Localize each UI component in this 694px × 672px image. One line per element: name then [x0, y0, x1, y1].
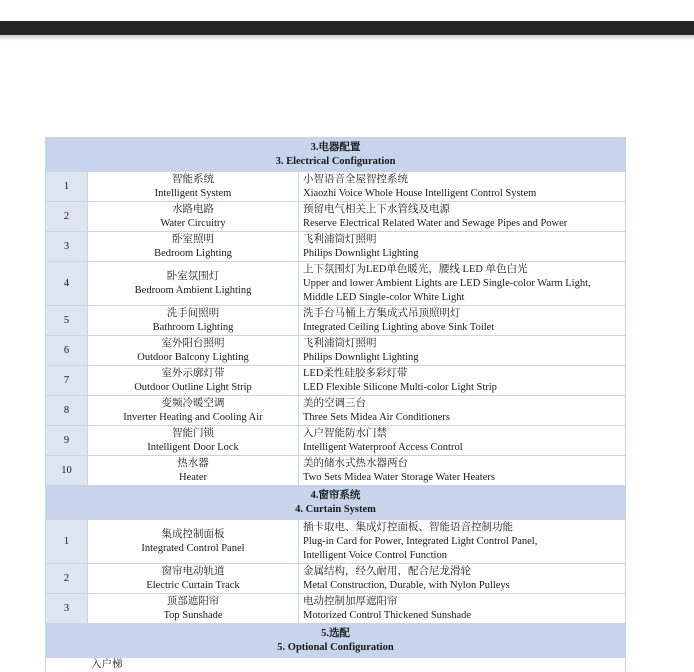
table-row	[46, 172, 626, 202]
description-cell	[299, 426, 626, 456]
table-row	[46, 336, 626, 366]
item-cell	[88, 396, 299, 426]
section-title-en: 5. Optional Configuration	[46, 641, 625, 655]
table-row	[46, 594, 626, 624]
item-name-cn: 卧室氛围灯	[88, 270, 298, 284]
item-name-cn: 窗帘电动轨道	[88, 565, 298, 579]
description-line: Metal Construction, Durable, with Nylon Pulleys	[303, 579, 625, 593]
description-cell	[299, 262, 626, 306]
description-cell	[299, 366, 626, 396]
description-cell	[299, 306, 626, 336]
description-cell	[299, 456, 626, 486]
item-cell	[88, 520, 299, 564]
table-row	[46, 202, 626, 232]
item-name-en: Inverter Heating and Cooling Air	[88, 411, 298, 425]
item-cell	[88, 336, 299, 366]
section-header-row	[46, 138, 626, 172]
item-cell	[88, 366, 299, 396]
table-row	[46, 306, 626, 336]
item-cell	[88, 456, 299, 486]
table-row	[46, 426, 626, 456]
description-cell	[299, 594, 626, 624]
row-number: 5	[46, 306, 88, 336]
description-line: Reserve Electrical Related Water and Sewage Pipes and Power	[303, 217, 625, 231]
description-cell	[299, 232, 626, 262]
table-row	[46, 520, 626, 564]
description-line: Three Sets Midea Air Conditioners	[303, 411, 625, 425]
description-cell	[299, 520, 626, 564]
item-cell	[88, 594, 299, 624]
description-line: Intelligent Waterproof Access Control	[303, 441, 625, 455]
row-number: 2	[46, 564, 88, 594]
row-number: 1	[46, 520, 88, 564]
section-header-cell	[46, 486, 626, 520]
configuration-table	[45, 137, 626, 672]
description-line: 上下氛围灯为LED单色暖光，腰线 LED 单色白光	[303, 263, 625, 277]
item-name-cn: 顶部遮阳帘	[88, 595, 298, 609]
description-line: Middle LED Single-color White Light	[303, 291, 625, 305]
description-line: Plug-in Card for Power, Integrated Light Control Panel,	[303, 535, 625, 549]
description-cell	[299, 396, 626, 426]
section-title-cn: 3.电器配置	[46, 141, 625, 155]
row-number: 7	[46, 366, 88, 396]
description-cell	[299, 202, 626, 232]
section-header-row	[46, 624, 626, 658]
section-title-en: 3. Electrical Configuration	[46, 155, 625, 169]
item-name-cn: 热水器	[88, 457, 298, 471]
section-header-cell	[46, 138, 626, 172]
description-line: 小智语音全屋智控系统	[303, 173, 625, 187]
description-cell	[299, 336, 626, 366]
item-name-en: Top Sunshade	[88, 609, 298, 623]
partial-row-text: 入户梯	[46, 658, 625, 672]
description-line: Integrated Ceiling Lighting above Sink Toilet	[303, 321, 625, 335]
item-name-en: Water Circuitry	[88, 217, 298, 231]
item-cell	[88, 426, 299, 456]
row-number: 3	[46, 232, 88, 262]
description-line: Two Sets Midea Water Storage Water Heaters	[303, 471, 625, 485]
item-name-cn: 室外阳台照明	[88, 337, 298, 351]
item-name-cn: 集成控制面板	[88, 528, 298, 542]
row-number: 3	[46, 594, 88, 624]
description-line: 美的储水式热水器两台	[303, 457, 625, 471]
description-line: Philips Downlight Lighting	[303, 247, 625, 261]
item-name-en: Heater	[88, 471, 298, 485]
row-number: 1	[46, 172, 88, 202]
item-name-en: Integrated Control Panel	[88, 542, 298, 556]
row-number: 2	[46, 202, 88, 232]
top-bar-shadow	[0, 35, 694, 41]
description-line: Xiaozhi Voice Whole House Intelligent Control System	[303, 187, 625, 201]
item-name-en: Bathroom Lighting	[88, 321, 298, 335]
description-line: 插卡取电、集成灯控面板、智能语音控制功能	[303, 521, 625, 535]
description-cell	[299, 564, 626, 594]
row-number: 10	[46, 456, 88, 486]
table-row-partial	[46, 658, 626, 672]
description-line: Motorized Control Thickened Sunshade	[303, 609, 625, 623]
item-name-cn: 智能门锁	[88, 427, 298, 441]
item-name-cn: 卧室照明	[88, 233, 298, 247]
configuration-table-body	[46, 138, 626, 672]
table-row	[46, 232, 626, 262]
item-name-cn: 洗手间照明	[88, 307, 298, 321]
description-cell	[299, 172, 626, 202]
item-cell	[88, 262, 299, 306]
section-title-cn: 4.窗帘系统	[46, 489, 625, 503]
table-row	[46, 262, 626, 306]
item-name-en: Outdoor Balcony Lighting	[88, 351, 298, 365]
item-name-cn: 智能系统	[88, 173, 298, 187]
item-name-en: Intelligent Door Lock	[88, 441, 298, 455]
item-cell	[88, 172, 299, 202]
description-line: 飞利浦筒灯照明	[303, 233, 625, 247]
table-row	[46, 396, 626, 426]
table-row	[46, 564, 626, 594]
description-line: 洗手台马桶上方集成式吊顶照明灯	[303, 307, 625, 321]
item-cell	[88, 202, 299, 232]
description-line: 美的空调三台	[303, 397, 625, 411]
item-cell	[88, 232, 299, 262]
item-name-cn: 变频冷暖空调	[88, 397, 298, 411]
row-number: 4	[46, 262, 88, 306]
description-line: 预留电气相关上下水管线及电源	[303, 203, 625, 217]
description-line: Philips Downlight Lighting	[303, 351, 625, 365]
item-name-en: Intelligent System	[88, 187, 298, 201]
row-number: 9	[46, 426, 88, 456]
section-title-en: 4. Curtain System	[46, 503, 625, 517]
table-row	[46, 456, 626, 486]
row-number: 8	[46, 396, 88, 426]
description-line: 电动控制加厚遮阳帘	[303, 595, 625, 609]
item-name-cn: 室外示廓灯带	[88, 367, 298, 381]
item-name-en: Bedroom Lighting	[88, 247, 298, 261]
table-row	[46, 366, 626, 396]
row-number: 6	[46, 336, 88, 366]
description-line: LED Flexible Silicone Multi-color Light Strip	[303, 381, 625, 395]
section-title-cn: 5.选配	[46, 627, 625, 641]
item-cell	[88, 306, 299, 336]
top-dark-bar	[0, 21, 694, 35]
partial-cell	[46, 658, 626, 672]
description-line: 入户智能防水门禁	[303, 427, 625, 441]
item-cell	[88, 564, 299, 594]
description-line: LED柔性硅胶多彩灯带	[303, 367, 625, 381]
item-name-en: Electric Curtain Track	[88, 579, 298, 593]
section-header-cell	[46, 624, 626, 658]
description-line: Intelligent Voice Control Function	[303, 549, 625, 563]
description-line: Upper and lower Ambient Lights are LED Single-color Warm Light,	[303, 277, 625, 291]
section-header-row	[46, 486, 626, 520]
description-line: 金属结构，经久耐用，配合尼龙滑轮	[303, 565, 625, 579]
description-line: 飞利浦筒灯照明	[303, 337, 625, 351]
item-name-cn: 水路电路	[88, 203, 298, 217]
item-name-en: Bedroom Ambient Lighting	[88, 284, 298, 298]
item-name-en: Outdoor Outline Light Strip	[88, 381, 298, 395]
